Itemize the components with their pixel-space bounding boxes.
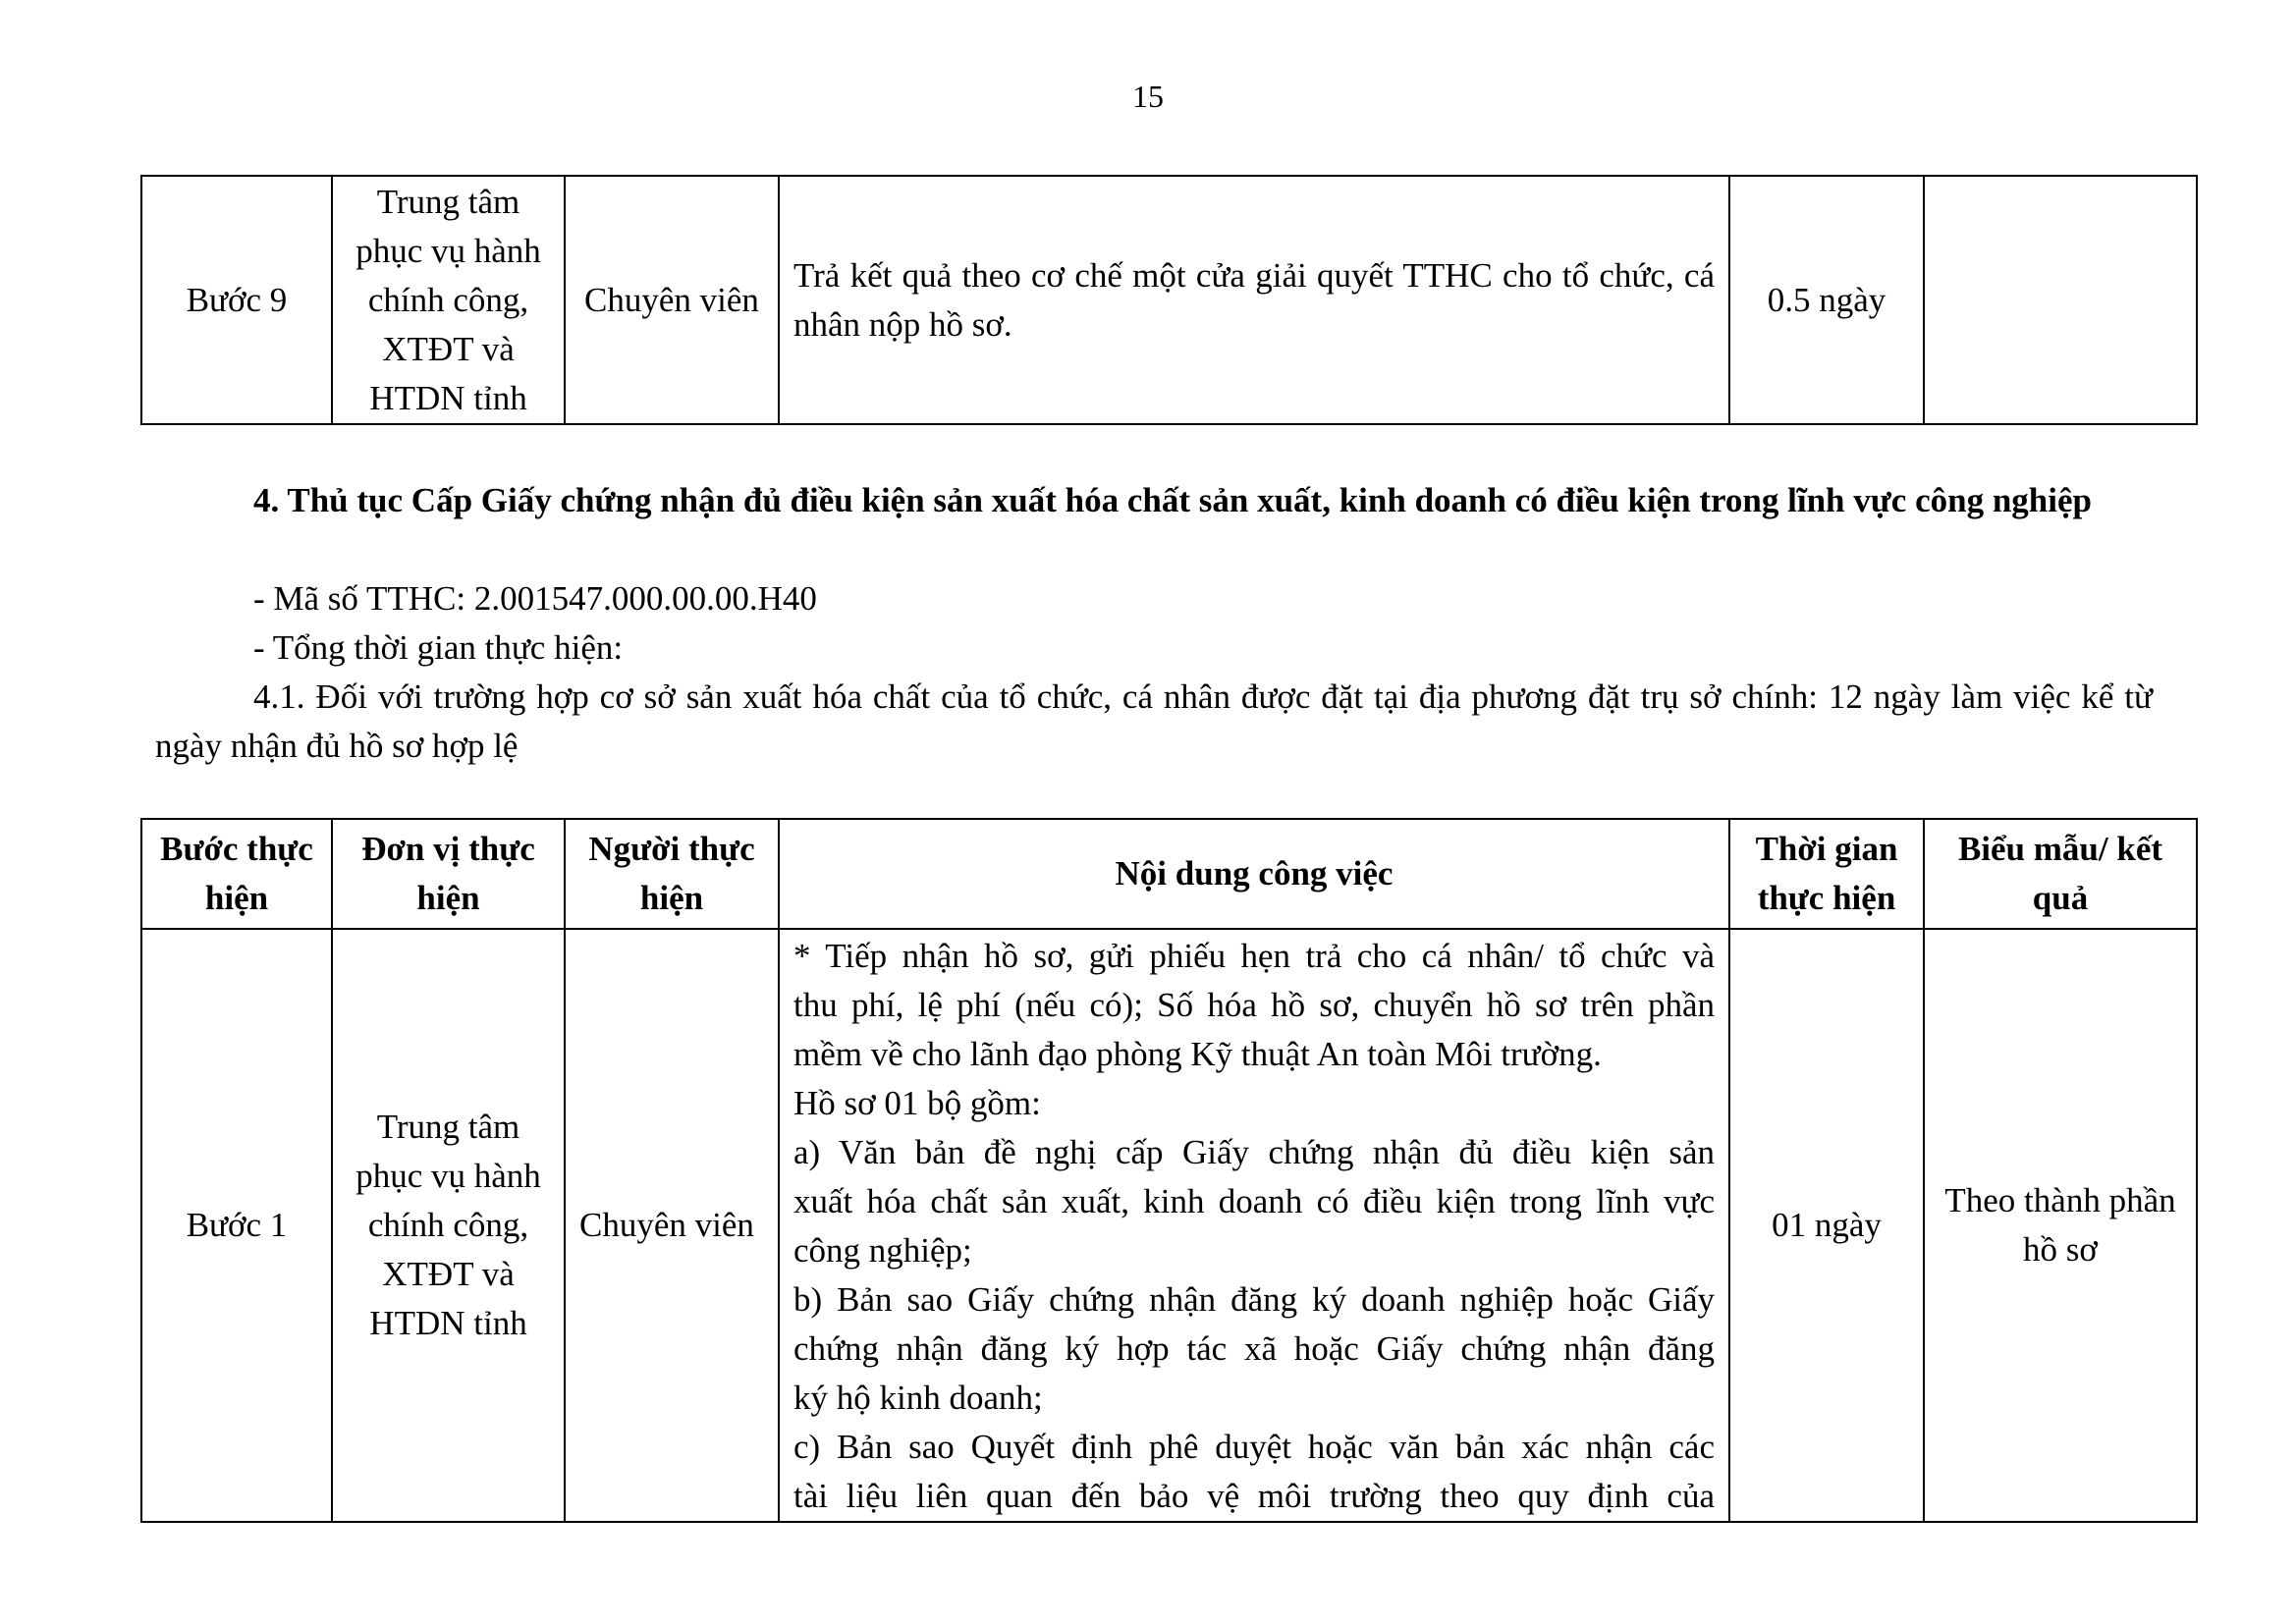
total-time-label: - Tổng thời gian thực hiện: (253, 628, 624, 667)
unit-cell: Trung tâm phục vụ hành chính công, XTĐT và HTDN tỉnh (332, 929, 565, 1522)
procedure-heading: 4. Thủ tục Cấp Giấy chứng nhận đủ điều kiện sản xuất hóa chất sản xuất, kinh doanh có điều kiện trong lĩnh vực công nghiệp (253, 481, 2092, 519)
table-row (141, 929, 2197, 1522)
unit-cell: Trung tâm phục vụ hành chính công, XTĐT và HTDN tỉnh (332, 176, 565, 424)
content-line: xuất hóa chất sản xuất, kinh doanh có điều kiện trong lĩnh vực (793, 1182, 1715, 1220)
header-unit: Đơn vị thực hiện (332, 819, 565, 929)
header-step: Bước thực hiện (141, 819, 332, 929)
header-content: Nội dung công việc (779, 819, 1729, 929)
content-lines (793, 932, 1715, 1521)
step-cell: Bước 9 (141, 176, 332, 424)
procedure-code: - Mã số TTHC: 2.001547.000.00.00.H40 (253, 579, 817, 618)
content-line: b) Bản sao Giấy chứng nhận đăng ký doanh nghiệp hoặc Giấy (793, 1280, 1715, 1319)
procedure-table-continued (140, 175, 2198, 425)
procedure-table (140, 818, 2198, 1523)
content-line: * Tiếp nhận hồ sơ, gửi phiếu hẹn trả cho cá nhân/ tổ chức và (793, 937, 1715, 975)
content-line: thu phí, lệ phí (nếu có); Số hóa hồ sơ, chuyển hồ sơ trên phần (793, 986, 1715, 1024)
header-person: Người thực hiện (565, 819, 779, 929)
person-cell: Chuyên viên (565, 929, 779, 1522)
table-header-row (141, 819, 2197, 929)
content-line: a) Văn bản đề nghị cấp Giấy chứng nhận đủ điều kiện sản (793, 1133, 1715, 1171)
content-line: Hồ sơ 01 bộ gồm: (793, 1084, 1041, 1122)
header-form: Biểu mẫu/ kết quả (1924, 819, 2197, 929)
header-time: Thời gian thực hiện (1729, 819, 1924, 929)
table-row (141, 176, 2197, 424)
page-number: 15 (1132, 79, 1164, 114)
content-cell (779, 929, 1729, 1522)
content-line: công nghiệp; (793, 1231, 972, 1270)
form-cell: Theo thành phần hồ sơ (1924, 929, 2197, 1522)
time-cell: 01 ngày (1729, 929, 1924, 1522)
content-line: c) Bản sao Quyết định phê duyệt hoặc văn bản xác nhận các (793, 1428, 1715, 1466)
content-line: ký hộ kinh doanh; (793, 1379, 1043, 1417)
case-4-1-text: 4.1. Đối với trường hợp cơ sở sản xuất hóa chất của tổ chức, cá nhân được đặt tại địa phương đặt trụ sở chính: 12 ngày làm việc kể từ ngày nhận đủ hồ sơ hợp lệ (155, 677, 2153, 765)
time-cell: 0.5 ngày (1729, 176, 1924, 424)
person-cell: Chuyên viên (565, 176, 779, 424)
content-cell: Trả kết quả theo cơ chế một cửa giải quyết TTHC cho tổ chức, cá nhân nộp hồ sơ. (779, 176, 1729, 424)
step-cell: Bước 1 (141, 929, 332, 1522)
content-line: mềm về cho lãnh đạo phòng Kỹ thuật An toàn Môi trường. (793, 1035, 1602, 1073)
form-cell (1924, 176, 2197, 424)
content-line: chứng nhận đăng ký hợp tác xã hoặc Giấy chứng nhận đăng (793, 1329, 1715, 1368)
content-line: tài liệu liên quan đến bảo vệ môi trường theo quy định của (793, 1477, 1715, 1515)
